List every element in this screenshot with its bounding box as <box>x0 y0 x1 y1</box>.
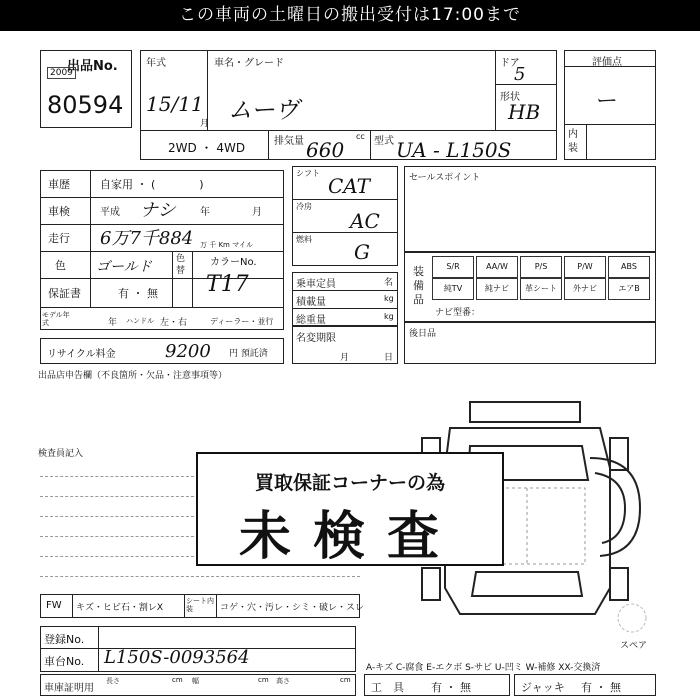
name-change-day: 日 <box>384 353 394 363</box>
certificate-height-unit: cm <box>340 676 351 684</box>
inspection-era: 平成 <box>100 207 120 218</box>
equipment-genuine-navi: 純ナビ <box>476 278 518 300</box>
not-inspected-stamp <box>196 452 504 566</box>
aircon-value: AC <box>350 209 380 233</box>
mileage-value: 6万7千884 <box>100 228 194 249</box>
equipment-ps: P/S <box>520 256 562 278</box>
car-name-value: ムーヴ <box>228 96 299 124</box>
equipment-pw: P/W <box>564 256 606 278</box>
shift-value: CAT <box>328 174 370 198</box>
aftermarket-box <box>404 322 656 364</box>
fuel-label: 燃料 <box>296 235 312 244</box>
displacement-label: 排気量 <box>274 136 304 147</box>
warranty-value: 有 ・ 無 <box>118 287 158 300</box>
recycle-label: リサイクル料金 <box>47 349 116 360</box>
history-label: 車歴 <box>48 178 70 191</box>
equipment-leather-seat: 革シート <box>520 278 562 300</box>
damage-legend: A-キズ C-腐食 E-エクボ S-サビ U-凹ミ W-補修 XX-交換済 <box>366 663 601 673</box>
name-change-month: 月 <box>340 353 350 363</box>
repaint-label: 色替 <box>176 254 186 276</box>
certificate-label: 車庫証明用 <box>44 683 94 694</box>
model-year-label: モデル年式 <box>42 311 70 327</box>
chassis-label: 車台No. <box>44 655 85 668</box>
recycle-value: 9200 <box>165 341 211 362</box>
history-value: 自家用 ・ ( ) <box>100 178 204 191</box>
seller-notes-label: 出品店申告欄（不良箇所・欠品・注意事項等） <box>38 371 228 381</box>
seat-label: シート内装 <box>186 597 214 613</box>
year-label: 年式 <box>146 58 166 69</box>
navi-model-label: ナビ型番： <box>435 308 481 318</box>
body-type-value: HB <box>508 100 541 124</box>
inspector-label: 検査員記入 <box>38 449 84 459</box>
saturday-notice-banner: この車両の土曜日の搬出受付は17:00まで <box>0 0 700 31</box>
tools-value: 有 ・ 無 <box>431 681 471 694</box>
certificate-width: 幅 <box>192 677 199 685</box>
fw-label: FW <box>46 600 62 611</box>
jack-label: ジャッキ <box>521 681 565 694</box>
sales-point-label: セールスポイント <box>409 173 481 183</box>
equipment-abs: ABS <box>608 256 650 278</box>
weight-unit: kg <box>384 312 394 321</box>
inspection-label: 車検 <box>48 205 70 218</box>
door-value: 5 <box>514 64 526 85</box>
capacity-label: 乗車定員 <box>296 279 336 290</box>
car-name-label: 車名・グレード <box>214 58 284 69</box>
fw-description: キズ・ヒビ石・割レX <box>76 603 163 613</box>
lot-number-label: 出品No. <box>67 59 118 74</box>
load-unit: kg <box>384 294 394 303</box>
jack-value: 有 ・ 無 <box>581 681 621 694</box>
stamp-line1: 買取保証コーナーの為 <box>254 472 445 494</box>
certificate-height: 高さ <box>276 677 290 685</box>
equipment-label: 装備品 <box>413 265 424 306</box>
aircon-label: 冷房 <box>296 202 312 211</box>
sales-point-box <box>404 166 656 252</box>
year-month-unit: 月 <box>200 119 210 129</box>
dealer-label: ディーラー・並行 <box>210 317 274 326</box>
shift-label: シフト <box>296 169 320 178</box>
stamp-line2: 未検査 <box>238 507 461 567</box>
load-label: 積載量 <box>296 297 326 308</box>
spare-label: スペア <box>620 641 648 651</box>
recycle-box <box>40 338 284 364</box>
certificate-length: 長さ <box>106 677 120 685</box>
fuel-value: G <box>354 240 370 264</box>
vehicle-detail-block <box>40 170 284 330</box>
equipment-sr: S/R <box>432 256 474 278</box>
year-value: 15/11 <box>146 92 204 116</box>
equipment-external-navi: 外ナビ <box>564 278 606 300</box>
displacement-value: 660 <box>306 138 345 162</box>
lot-number-value: 80594 <box>47 91 124 119</box>
handle-label: ハンドル <box>126 317 154 325</box>
registration-label: 登録No. <box>44 633 85 646</box>
interior-label: 内装 <box>568 129 578 154</box>
displacement-unit: cc <box>356 132 365 141</box>
color-value: ゴールド <box>96 259 152 275</box>
capacity-unit: 名 <box>384 278 394 288</box>
inspection-value: ナシ <box>140 200 176 221</box>
drive-value: 2WD ・ 4WD <box>168 141 246 155</box>
equipment-airbag: エアB <box>608 278 650 300</box>
handle-value: 左・右 <box>160 318 188 328</box>
door-label: ドア <box>500 58 520 69</box>
color-code-value: T17 <box>206 272 249 297</box>
inspection-year-unit: 年 <box>200 207 210 218</box>
tools-box <box>364 674 510 696</box>
body-type-label: 形状 <box>500 92 520 103</box>
model-year-unit: 年 <box>108 318 118 328</box>
recycle-unit: 円 預託済 <box>229 349 268 359</box>
name-change-label: 名変期限 <box>296 333 336 344</box>
inspection-month-unit: 月 <box>252 207 262 218</box>
mileage-units: 万 千 Km マイル <box>200 241 253 249</box>
equipment-genuine-tv: 純TV <box>432 278 474 300</box>
chassis-value: L150S-0093564 <box>104 647 250 668</box>
color-label: 色 <box>55 259 66 272</box>
spare-tire-icon <box>618 604 646 632</box>
seat-description: コゲ・穴・汚レ・シミ・破レ・スレ <box>220 603 365 613</box>
mileage-label: 走行 <box>48 232 70 245</box>
equipment-aaw: AA/W <box>476 256 518 278</box>
model-type-value: UA - L150S <box>396 138 512 162</box>
weight-label: 総重量 <box>296 315 326 326</box>
lot-number-box <box>40 50 132 128</box>
evaluation-label: 評価点 <box>592 57 622 68</box>
evaluation-value: ー <box>594 89 617 114</box>
color-code-label: カラーNo. <box>210 257 257 268</box>
warranty-label: 保証書 <box>48 287 81 300</box>
jack-box <box>514 674 656 696</box>
model-type-label: 型式 <box>374 136 394 147</box>
aftermarket-label: 後日品 <box>409 329 437 339</box>
certificate-width-unit: cm <box>258 676 269 684</box>
certificate-length-unit: cm <box>172 676 183 684</box>
tools-label: 工 具 <box>371 681 404 694</box>
lot-year-tag: 2009 <box>47 67 76 79</box>
